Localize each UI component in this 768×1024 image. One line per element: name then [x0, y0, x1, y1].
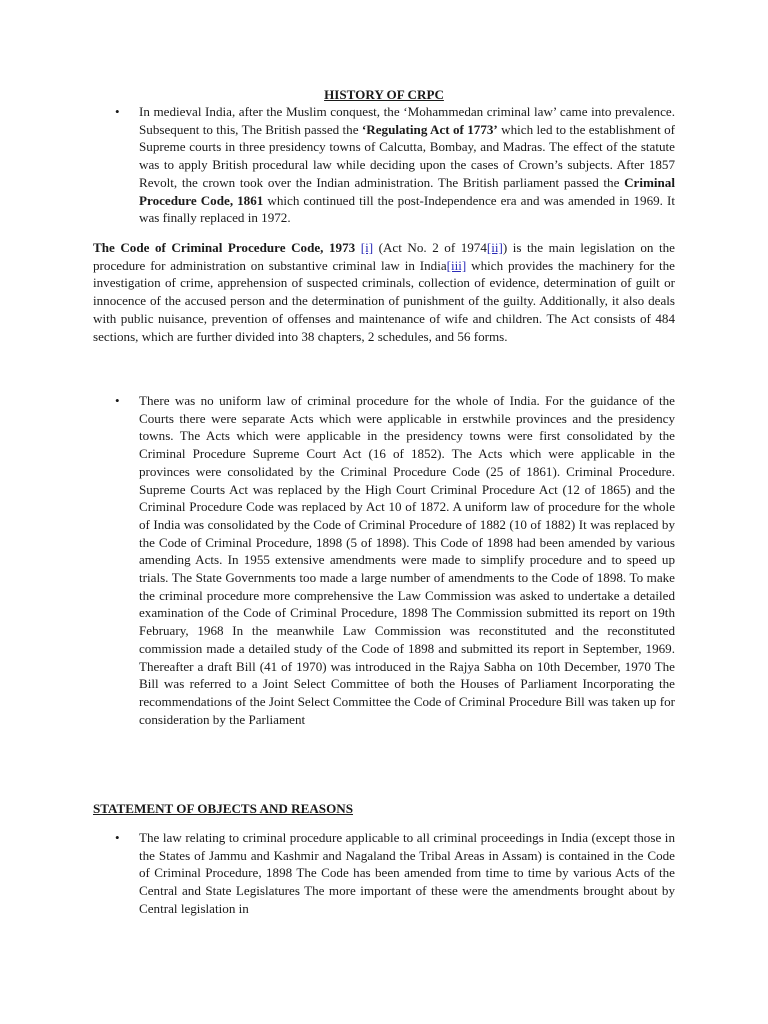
bullet-icon: • — [115, 830, 120, 845]
text-run: ) is the main legislation on the procedure for administration on substantive criminal law in India — [93, 240, 675, 273]
page-title: HISTORY OF CRPC — [324, 87, 444, 102]
footnote-link-iii[interactable]: [iii] — [446, 257, 467, 273]
bullet-paragraph-objects — [115, 829, 675, 918]
bullet-paragraph-history — [115, 103, 675, 227]
text-run: which led to the establishment of Supreme courts in three presidency towns of Calcutta, Bombay, and Madras. The effect of the statute was to apply British procedural law while deciding upon the cases of Crown’s subjects. After 1857 Revolt, the crown took over the Indian administration. The British parliament passed the — [139, 121, 675, 190]
section-heading-objects: STATEMENT OF OBJECTS AND REASONS — [93, 801, 353, 816]
bold-run: The Code of Criminal Procedure Code, 1973 — [93, 240, 356, 255]
text-run: which provides the machinery for the investigation of crime, apprehension of suspected criminals, collection of evidence, determination of guilt or innocence of the accused person and the determination of punishment of the guilty. Additionally, it also deals with public nuisance, prevention of offenses and maintenance of wife and children. The Act consists of 484 sections, which are further divided into 38 chapters, 2 schedules, and 56 forms. — [93, 257, 675, 344]
bullet-icon: • — [115, 104, 120, 119]
text-run: In medieval India, after the Muslim conquest, the ‘Mohammedan criminal law’ came into prevalence. Subsequent to this, The British passed the — [139, 104, 675, 137]
paragraph-code-1973 — [93, 239, 675, 345]
bullet-icon: • — [115, 393, 120, 408]
bullet-paragraph-uniform-law — [115, 392, 675, 728]
text-run: There was no uniform law of criminal procedure for the whole of India. For the guidance of the Courts there were separate Acts which were applicable in erstwhile provinces and the presidency towns. The Acts which were applicable in the presidency towns were first consolidated by the Criminal Procedure Supreme Court Act (16 of 1852). The Acts which were applicable in the provinces were consolidated by the Criminal Procedure Code (25 of 1861). Criminal Procedure. Supreme Courts Act was replaced by the High Court Criminal Procedure Act (12 of 1865) and the Criminal Procedure Code was replaced by Act 10 of 1872. A uniform law of procedure for the whole of India was consolidated by the Code of Criminal Procedure of 1882 (10 of 1882) It was replaced by the Code of Criminal Procedure, 1898 (5 of 1898). This Code of 1898 had been amended by various amending Acts. In 1955 extensive amendments were made to simplify procedure and to speed up trials. The State Governments too made a large number of amendments to the Code of 1898. To make the criminal procedure more comprehensive the Law Commission was asked to undertake a detailed examination of the Code of Criminal Procedure, 1898 The Commission submitted its report on 19th February, 1968 In the meanwhile Law Commission was reconstituted and the reconstituted commission made a detailed study of the Code of 1898 and submitted its report in September, 1969. Thereafter a draft Bill (41 of 1970) was introduced in the Rajya Sabha on 10th December, 1970 The Bill was referred to a Joint Select Committee of both the Houses of Parliament Incorporating the recommendations of the Joint Select Committee the Code of Criminal Procedure Bill was taken up for consideration by the Parliament — [139, 393, 675, 727]
footnote-link-ii[interactable]: [ii] — [486, 240, 503, 255]
bold-run: Criminal Procedure Code, 1861 — [139, 174, 675, 208]
text-run: which continued till the post-Independence era and was amended in 1969. It was finally replaced in 1972. — [139, 192, 675, 226]
text-run: The law relating to criminal procedure applicable to all criminal proceedings in India (except those in the States of Jammu and Kashmir and Nagaland the Tribal Areas in Assam) is contained in the Code of Criminal Procedure, 1898 The Code has been amended from time to time by various Acts of the Central and State Legislatures The more important of these were the amendments brought about by Central legislation in — [139, 830, 675, 916]
bold-run: ‘Regulating Act of 1773’ — [361, 121, 498, 137]
footnote-link-i[interactable]: [i] — [360, 240, 374, 255]
text-run: (Act No. 2 of 1974 — [373, 240, 487, 255]
